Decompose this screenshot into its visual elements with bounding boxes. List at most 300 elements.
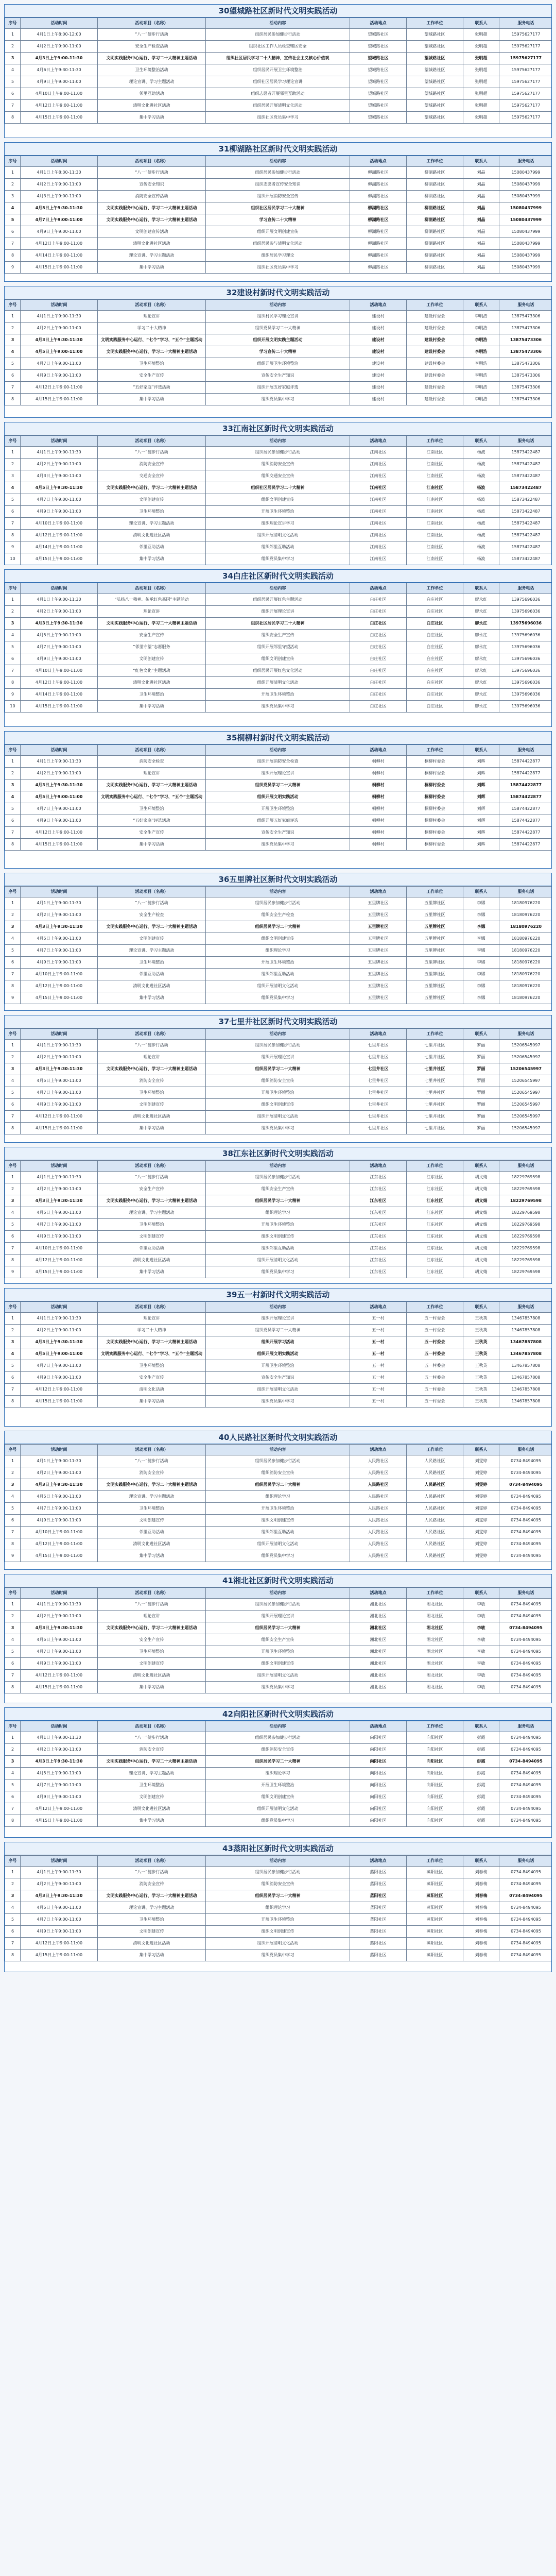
row-content: 组织居民学习理论 — [206, 250, 350, 262]
row-place: 建设村 — [350, 346, 407, 358]
table-header-row — [5, 1161, 552, 1172]
row-time: 4月9日上午9:00-11:00 — [21, 76, 98, 88]
column-header: 工作单位 — [407, 1588, 463, 1599]
row-time: 4月1日上午8:30-11:30 — [21, 167, 98, 179]
column-header: 活动时间 — [21, 1302, 98, 1313]
column-header: 服务电话 — [499, 1161, 552, 1172]
column-header: 序号 — [5, 1161, 21, 1172]
row-place: 向阳社区 — [350, 1803, 407, 1815]
row-place: 建设村 — [350, 334, 407, 346]
table-row — [5, 768, 552, 779]
table-row — [5, 980, 552, 992]
activity-table — [5, 435, 552, 565]
row-place: 江东社区 — [350, 1255, 407, 1266]
row-index: 4 — [5, 1207, 21, 1219]
row-time: 4月2日上午9:00-11:00 — [21, 909, 98, 921]
row-time: 4月2日上午9:00-11:00 — [21, 1183, 98, 1195]
row-index: 6 — [5, 1372, 21, 1384]
row-place: 五里牌社区 — [350, 897, 407, 909]
row-content: 组织居民学习二十大精神 — [206, 921, 350, 933]
row-activity-name: “五好家庭”评选活动 — [98, 815, 206, 827]
row-contact: 廖永红 — [463, 641, 499, 653]
row-unit: 向阳社区 — [407, 1815, 463, 1827]
row-activity-name: 理论宣讲 — [98, 1052, 206, 1063]
row-index: 8 — [5, 1255, 21, 1266]
row-activity-name: 理论宣讲、学习主题活动 — [98, 76, 206, 88]
row-contact: 廖永红 — [463, 689, 499, 701]
row-phone: 13467857808 — [499, 1325, 552, 1336]
row-activity-name: 安全生产宣传 — [98, 1183, 206, 1195]
table-row — [5, 1658, 552, 1670]
table-row — [5, 1622, 552, 1634]
table-row — [5, 630, 552, 641]
row-contact: 李娜 — [463, 909, 499, 921]
table-row — [5, 1682, 552, 1693]
column-header: 活动内容 — [206, 1588, 350, 1599]
row-unit: 白庄社区 — [407, 641, 463, 653]
row-phone: 0734-8494095 — [499, 1491, 552, 1503]
row-activity-name: “五好家庭”评选活动 — [98, 382, 206, 394]
row-phone: 15873422487 — [499, 459, 552, 470]
row-contact: 刘雯婷 — [463, 1503, 499, 1515]
row-content: 组织居民学习二十大精神 — [206, 1063, 350, 1075]
row-index: 5 — [5, 76, 21, 88]
row-place: 向阳社区 — [350, 1768, 407, 1780]
row-place: 五里牌社区 — [350, 969, 407, 980]
row-phone: 0734-8494095 — [499, 1455, 552, 1467]
row-place: 湘北社区 — [350, 1646, 407, 1658]
row-contact: 李明浩 — [463, 382, 499, 394]
table-row — [5, 1384, 552, 1396]
row-place: 白庄社区 — [350, 606, 407, 618]
row-index: 9 — [5, 541, 21, 553]
column-header: 活动时间 — [21, 1161, 98, 1172]
row-place: 江南社区 — [350, 506, 407, 518]
row-place: 七里井社区 — [350, 1052, 407, 1063]
row-place: 五一村 — [350, 1325, 407, 1336]
row-index: 5 — [5, 1360, 21, 1372]
column-header: 工作单位 — [407, 1721, 463, 1732]
column-header: 序号 — [5, 1588, 21, 1599]
row-activity-name: 文明创建宣传 — [98, 1231, 206, 1243]
row-unit: 江南社区 — [407, 494, 463, 506]
row-content: 组织居民参加健步行活动 — [206, 1867, 350, 1878]
row-unit: 五里牌社区 — [407, 957, 463, 969]
row-content: 开展卫生环境整治 — [206, 689, 350, 701]
row-place: 人民路社区 — [350, 1538, 407, 1550]
table-row — [5, 933, 552, 945]
row-phone: 0734-8494095 — [499, 1744, 552, 1756]
row-unit: 江南社区 — [407, 459, 463, 470]
row-time: 4月5日上午9:00-11:00 — [21, 933, 98, 945]
table-row — [5, 553, 552, 565]
row-contact: 李明浩 — [463, 334, 499, 346]
row-place: 人民路社区 — [350, 1491, 407, 1503]
row-content: 开展卫生环境整治 — [206, 957, 350, 969]
row-unit: 柳湖路社区 — [407, 179, 463, 191]
row-contact: 刘辉 — [463, 839, 499, 851]
column-header: 服务电话 — [499, 1856, 552, 1867]
row-content: 组织开展文明实践主题活动 — [206, 334, 350, 346]
column-header: 活动项目（名称） — [98, 1588, 206, 1599]
table-row — [5, 1052, 552, 1063]
row-contact: 杨波 — [463, 553, 499, 565]
row-place: 柳湖路社区 — [350, 167, 407, 179]
row-unit: 柳湖路社区 — [407, 167, 463, 179]
row-unit: 建设村委会 — [407, 358, 463, 370]
row-phone: 0734-8494095 — [499, 1950, 552, 1961]
row-unit: 湘北社区 — [407, 1670, 463, 1682]
column-header: 服务电话 — [499, 745, 552, 756]
table-row — [5, 827, 552, 839]
row-index: 1 — [5, 1455, 21, 1467]
row-time: 4月15日上午9:00-11:00 — [21, 394, 98, 405]
row-place: 五一村 — [350, 1396, 407, 1408]
row-index: 3 — [5, 470, 21, 482]
row-content: 组织社区居民学习理论宣讲 — [206, 76, 350, 88]
row-contact: 李敏 — [463, 1670, 499, 1682]
row-contact: 张明超 — [463, 112, 499, 124]
row-unit: 江东社区 — [407, 1266, 463, 1278]
row-contact: 李敏 — [463, 1622, 499, 1634]
row-unit: 江南社区 — [407, 506, 463, 518]
row-activity-name: 安全生产宣传 — [98, 1634, 206, 1646]
row-activity-name: 集中学习活动 — [98, 112, 206, 124]
row-contact: 刘春梅 — [463, 1950, 499, 1961]
column-header: 联系人 — [463, 18, 499, 29]
column-header: 序号 — [5, 18, 21, 29]
row-time: 4月5日上午9:00-11:00 — [21, 1634, 98, 1646]
row-phone: 15206545997 — [499, 1099, 552, 1111]
row-index: 2 — [5, 179, 21, 191]
row-activity-name: 文明创建宣传 — [98, 1658, 206, 1670]
row-unit: 建设村委会 — [407, 370, 463, 382]
row-contact: 李娜 — [463, 921, 499, 933]
row-index: 6 — [5, 653, 21, 665]
table-row — [5, 1455, 552, 1467]
table-row — [5, 1950, 552, 1961]
row-time: 4月12日上午9:00-11:00 — [21, 530, 98, 541]
row-contact: 王秋英 — [463, 1348, 499, 1360]
table-row — [5, 459, 552, 470]
row-phone: 13975696036 — [499, 701, 552, 713]
row-index: 9 — [5, 992, 21, 1004]
row-contact: 刘辉 — [463, 756, 499, 768]
table-header-row — [5, 300, 552, 311]
row-unit: 向阳社区 — [407, 1803, 463, 1815]
row-contact: 张明超 — [463, 29, 499, 41]
row-activity-name: 卫生环境整治 — [98, 1503, 206, 1515]
table-row — [5, 1527, 552, 1538]
table-row — [5, 1266, 552, 1278]
row-contact: 彭霞 — [463, 1732, 499, 1744]
section-title: 34白庄社区新时代文明实践活动 — [5, 570, 551, 583]
row-place: 柳湖路社区 — [350, 191, 407, 202]
row-index: 8 — [5, 250, 21, 262]
row-time: 4月7日上午9:00-11:00 — [21, 803, 98, 815]
table-row — [5, 470, 552, 482]
column-header: 服务电话 — [499, 156, 552, 167]
row-index: 7 — [5, 1938, 21, 1950]
table-row — [5, 482, 552, 494]
row-time: 4月1日上午9:00-11:30 — [21, 1313, 98, 1325]
row-phone: 13975696036 — [499, 689, 552, 701]
row-time: 4月12日上午9:00-11:00 — [21, 1255, 98, 1266]
row-time: 4月2日上午9:00-11:00 — [21, 323, 98, 334]
row-index: 2 — [5, 323, 21, 334]
row-index: 5 — [5, 1646, 21, 1658]
row-time: 4月2日上午9:00-11:00 — [21, 459, 98, 470]
row-content: 组织党员学习二十大精神 — [206, 779, 350, 791]
row-contact: 李娜 — [463, 992, 499, 1004]
row-activity-name: 理论宣讲、学习主题活动 — [98, 1768, 206, 1780]
row-contact: 杨波 — [463, 518, 499, 530]
row-content: 组织开展清明文化活动 — [206, 1803, 350, 1815]
row-phone: 15975627177 — [499, 29, 552, 41]
row-activity-name: 卫生环境整治 — [98, 1360, 206, 1372]
row-content: 组织开展清明文化活动 — [206, 677, 350, 689]
row-activity-name: 理论宣讲 — [98, 768, 206, 779]
row-content: 组织消防安全宣传 — [206, 1467, 350, 1479]
row-activity-name: 文明实践服务中心运行、学习二十大精神主题活动 — [98, 1622, 206, 1634]
column-header: 活动地点 — [350, 887, 407, 897]
row-place: 江南社区 — [350, 553, 407, 565]
row-unit: 望城路社区 — [407, 64, 463, 76]
row-place: 湘北社区 — [350, 1622, 407, 1634]
row-activity-name: 文明实践服务中心运行、学习二十大精神主题活动 — [98, 346, 206, 358]
row-index: 1 — [5, 1172, 21, 1183]
row-content: 组织文明创建宣传 — [206, 1231, 350, 1243]
row-time: 4月1日上午9:00-11:30 — [21, 594, 98, 606]
row-time: 4月7日上午9:00-11:00 — [21, 1503, 98, 1515]
row-unit: 桐柳村委会 — [407, 803, 463, 815]
row-phone: 13467857808 — [499, 1372, 552, 1384]
column-header: 工作单位 — [407, 18, 463, 29]
row-time: 4月9日上午9:00-11:00 — [21, 370, 98, 382]
row-index: 2 — [5, 1052, 21, 1063]
row-contact: 李娜 — [463, 980, 499, 992]
table-row — [5, 1183, 552, 1195]
row-time: 4月7日上午9:00-11:00 — [21, 214, 98, 226]
table-row — [5, 1670, 552, 1682]
row-activity-name: 文明创建宣传 — [98, 653, 206, 665]
row-contact: 罗丽 — [463, 1063, 499, 1075]
row-index: 5 — [5, 1503, 21, 1515]
row-phone: 13975696036 — [499, 630, 552, 641]
row-place: 望城路社区 — [350, 64, 407, 76]
row-index: 3 — [5, 191, 21, 202]
column-header: 工作单位 — [407, 887, 463, 897]
row-unit: 江南社区 — [407, 530, 463, 541]
row-place: 七里井社区 — [350, 1123, 407, 1134]
row-activity-name: 理论宣讲、学习主题活动 — [98, 250, 206, 262]
row-index: 3 — [5, 1622, 21, 1634]
row-place: 七里井社区 — [350, 1063, 407, 1075]
row-place: 五里牌社区 — [350, 921, 407, 933]
row-content: 组织理论学习 — [206, 1902, 350, 1914]
row-contact: 张明超 — [463, 76, 499, 88]
row-phone: 15206545997 — [499, 1040, 552, 1052]
activity-table — [5, 1587, 552, 1693]
row-contact: 胡文婧 — [463, 1183, 499, 1195]
row-index: 3 — [5, 334, 21, 346]
row-activity-name: 交通安全宣传 — [98, 470, 206, 482]
row-unit: 蒸阳社区 — [407, 1890, 463, 1902]
table-row — [5, 1732, 552, 1744]
row-phone: 18229769598 — [499, 1183, 552, 1195]
row-time: 4月9日上午9:00-11:00 — [21, 1658, 98, 1670]
row-place: 江南社区 — [350, 530, 407, 541]
table-row — [5, 1914, 552, 1926]
row-unit: 柳湖路社区 — [407, 202, 463, 214]
row-unit: 向阳社区 — [407, 1756, 463, 1768]
row-time: 4月5日上午9:00-11:00 — [21, 791, 98, 803]
row-activity-name: 消防安全宣传 — [98, 1744, 206, 1756]
row-contact: 杨波 — [463, 541, 499, 553]
column-header: 活动内容 — [206, 1302, 350, 1313]
row-unit: 桐柳村委会 — [407, 779, 463, 791]
row-activity-name: 清明文化进社区活动 — [98, 530, 206, 541]
row-index: 5 — [5, 1914, 21, 1926]
row-phone: 0734-8494095 — [499, 1914, 552, 1926]
table-row — [5, 641, 552, 653]
row-phone: 13975696036 — [499, 641, 552, 653]
row-time: 4月9日上午9:00-11:00 — [21, 1231, 98, 1243]
row-contact: 刘春梅 — [463, 1914, 499, 1926]
row-unit: 江东社区 — [407, 1219, 463, 1231]
column-header: 联系人 — [463, 1029, 499, 1040]
row-time: 4月7日上午9:00-11:00 — [21, 358, 98, 370]
row-unit: 人民路社区 — [407, 1455, 463, 1467]
row-time: 4月10日上午9:00-11:00 — [21, 1527, 98, 1538]
row-index: 1 — [5, 167, 21, 179]
row-unit: 五一村委会 — [407, 1396, 463, 1408]
row-content: 组织消防安全宣传 — [206, 459, 350, 470]
row-phone: 15874422877 — [499, 768, 552, 779]
activity-section — [4, 731, 552, 869]
row-place: 人民路社区 — [350, 1550, 407, 1562]
row-contact: 刘春梅 — [463, 1867, 499, 1878]
row-time: 4月3日上午9:00-11:00 — [21, 191, 98, 202]
row-content: 组织居民开展清明文化活动 — [206, 100, 350, 112]
row-activity-name: “八一”健步行活动 — [98, 1599, 206, 1611]
row-place: 七里井社区 — [350, 1111, 407, 1123]
row-content: 组织开展清明文化活动 — [206, 980, 350, 992]
row-place: 湘北社区 — [350, 1611, 407, 1622]
row-contact: 李娜 — [463, 933, 499, 945]
row-unit: 人民路社区 — [407, 1503, 463, 1515]
row-time: 4月15日上午9:00-11:00 — [21, 262, 98, 274]
row-content: 开展卫生环境整治 — [206, 1360, 350, 1372]
row-index: 3 — [5, 618, 21, 630]
table-row — [5, 606, 552, 618]
row-time: 4月15日上午9:00-11:00 — [21, 839, 98, 851]
row-phone: 15080437999 — [499, 191, 552, 202]
row-place: 柳湖路社区 — [350, 202, 407, 214]
row-time: 4月15日上午9:00-11:00 — [21, 553, 98, 565]
row-index: 1 — [5, 1867, 21, 1878]
row-activity-name: 安全生产检查 — [98, 909, 206, 921]
row-unit: 柳湖路社区 — [407, 191, 463, 202]
row-activity-name: “八一”健步行活动 — [98, 1040, 206, 1052]
row-index: 8 — [5, 839, 21, 851]
row-place: 五里牌社区 — [350, 980, 407, 992]
row-content: 组织党员集中学习 — [206, 701, 350, 713]
section-title: 36五里牌社区新时代文明实践活动 — [5, 873, 551, 886]
activity-table — [5, 1301, 552, 1408]
row-content: 组织党员集中学习 — [206, 1396, 350, 1408]
row-unit: 五一村委会 — [407, 1336, 463, 1348]
row-unit: 五里牌社区 — [407, 980, 463, 992]
row-place: 望城路社区 — [350, 76, 407, 88]
row-phone: 0734-8494095 — [499, 1902, 552, 1914]
row-index: 9 — [5, 1266, 21, 1278]
row-phone: 15080437999 — [499, 250, 552, 262]
row-index: 8 — [5, 1396, 21, 1408]
column-header: 活动时间 — [21, 18, 98, 29]
activity-section — [4, 569, 552, 727]
column-header: 活动地点 — [350, 300, 407, 311]
row-place: 蒸阳社区 — [350, 1878, 407, 1890]
row-content: 组织文明创建宣传 — [206, 1926, 350, 1938]
row-content: 组织消防安全宣传 — [206, 1744, 350, 1756]
row-phone: 15080437999 — [499, 202, 552, 214]
section-title: 40人民路社区新时代文明实践活动 — [5, 1431, 551, 1444]
column-header: 活动地点 — [350, 1302, 407, 1313]
row-phone: 0734-8494095 — [499, 1878, 552, 1890]
row-contact: 罗丽 — [463, 1075, 499, 1087]
row-index: 7 — [5, 1670, 21, 1682]
row-index: 1 — [5, 311, 21, 323]
row-unit: 望城路社区 — [407, 29, 463, 41]
column-header: 序号 — [5, 300, 21, 311]
row-activity-name: “八一”健步行活动 — [98, 897, 206, 909]
row-contact: 王秋英 — [463, 1336, 499, 1348]
row-content: 组织安全生产宣传 — [206, 1183, 350, 1195]
row-time: 4月15日上午9:00-11:00 — [21, 1396, 98, 1408]
row-activity-name: 卫生环境整治 — [98, 1646, 206, 1658]
table-header-row — [5, 1721, 552, 1732]
row-time: 4月9日上午9:00-11:00 — [21, 226, 98, 238]
row-unit: 白庄社区 — [407, 701, 463, 713]
row-index: 1 — [5, 897, 21, 909]
row-content: 组织党员集中学习 — [206, 553, 350, 565]
row-activity-name: 集中学习活动 — [98, 553, 206, 565]
row-content: 开展卫生环境整治 — [206, 1087, 350, 1099]
row-activity-name: 清明文化进社区活动 — [98, 980, 206, 992]
activity-section — [4, 286, 552, 418]
row-contact: 杨波 — [463, 470, 499, 482]
row-place: 桐柳村 — [350, 756, 407, 768]
row-unit: 蒸阳社区 — [407, 1914, 463, 1926]
row-activity-name: 清明文化进社区活动 — [98, 1670, 206, 1682]
row-contact: 刘晶 — [463, 214, 499, 226]
row-contact: 李敏 — [463, 1646, 499, 1658]
row-contact: 罗丽 — [463, 1052, 499, 1063]
table-row — [5, 1611, 552, 1622]
row-index: 2 — [5, 768, 21, 779]
row-contact: 刘雯婷 — [463, 1515, 499, 1527]
row-phone: 13467857808 — [499, 1384, 552, 1396]
section-title: 33江南社区新时代文明实践活动 — [5, 422, 551, 435]
row-activity-name: 安全生产检查活动 — [98, 41, 206, 53]
row-activity-name: 清明文化进社区活动 — [98, 1538, 206, 1550]
row-time: 4月15日上午9:00-11:00 — [21, 1266, 98, 1278]
row-phone: 15080437999 — [499, 226, 552, 238]
row-place: 人民路社区 — [350, 1503, 407, 1515]
row-time: 4月5日上午9:00-11:00 — [21, 1768, 98, 1780]
row-phone: 15206545997 — [499, 1087, 552, 1099]
